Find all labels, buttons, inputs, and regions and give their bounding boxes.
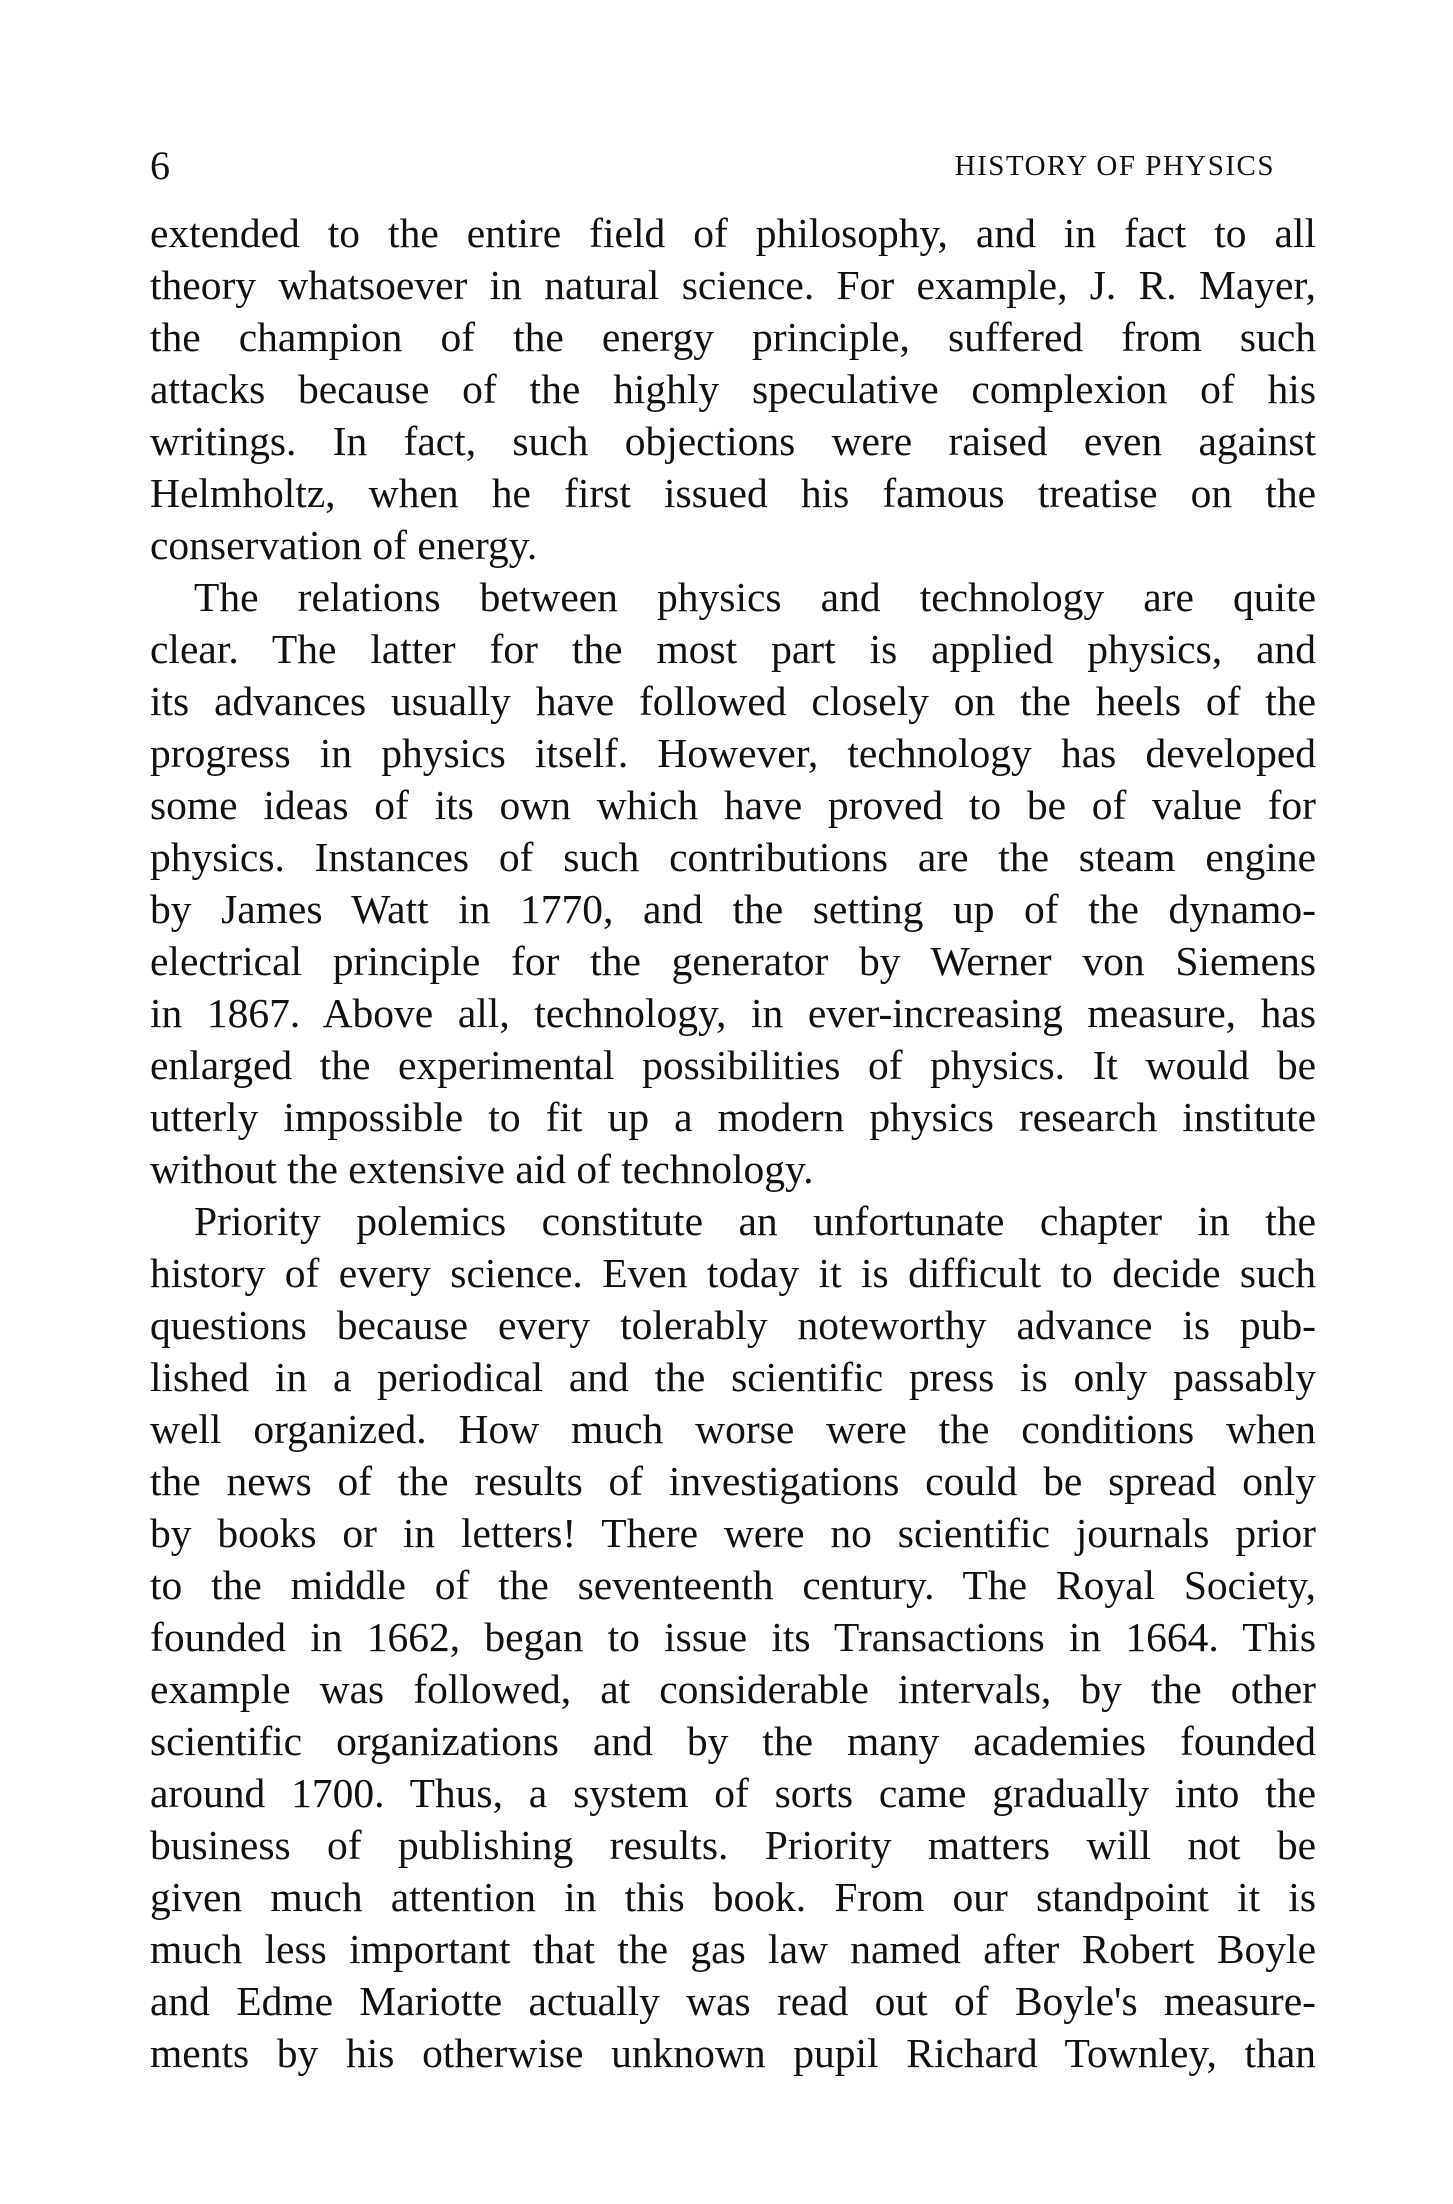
text-line: example was followed, at considerable intervals, by the other xyxy=(150,1666,1316,1712)
text-line: founded in 1662, began to issue its Transactions in 1664. This xyxy=(150,1614,1316,1660)
text-line: around 1700. Thus, a system of sorts came gradually into the xyxy=(150,1770,1316,1816)
text-line: The relations between physics and technology are quite xyxy=(194,574,1316,620)
text-line: Helmholtz, when he first issued his famous treatise on the xyxy=(150,470,1316,516)
text-line: theory whatsoever in natural science. For example, J. R. Mayer, xyxy=(150,262,1316,308)
text-line: its advances usually have followed closely on the heels of the xyxy=(150,678,1316,724)
text-line: clear. The latter for the most part is applied physics, and xyxy=(150,626,1316,672)
text-line: lished in a periodical and the scientific press is only passably xyxy=(150,1354,1316,1400)
text-line: enlarged the experimental possibilities of physics. It would be xyxy=(150,1042,1316,1088)
text-line: some ideas of its own which have proved to be of value for xyxy=(150,782,1316,828)
text-line: Priority polemics constitute an unfortunate chapter in the xyxy=(194,1198,1316,1244)
text-line: and Edme Mariotte actually was read out of Boyle's measure- xyxy=(150,1978,1316,2024)
text-line: by James Watt in 1770, and the setting up of the dynamo- xyxy=(150,886,1316,932)
text-line: without the extensive aid of technology. xyxy=(150,1146,814,1192)
text-line: the news of the results of investigations could be spread only xyxy=(150,1458,1316,1504)
text-line: in 1867. Above all, technology, in ever-increasing measure, has xyxy=(150,990,1316,1036)
running-head: HISTORY OF PHYSICS xyxy=(954,150,1275,182)
text-line: progress in physics itself. However, technology has developed xyxy=(150,730,1316,776)
text-line: electrical principle for the generator by Werner von Siemens xyxy=(150,938,1316,984)
text-line: business of publishing results. Priority matters will not be xyxy=(150,1822,1316,1868)
text-line: scientific organizations and by the many academies founded xyxy=(150,1718,1316,1764)
paragraph-1 xyxy=(150,207,1316,571)
page-number: 6 xyxy=(150,143,170,188)
text-line: questions because every tolerably noteworthy advance is pub- xyxy=(150,1302,1316,1348)
text-line: much less important that the gas law named after Robert Boyle xyxy=(150,1926,1316,1972)
text-line: conservation of energy. xyxy=(150,522,538,568)
text-line: physics. Instances of such contributions are the steam engine xyxy=(150,834,1316,880)
text-line: the champion of the energy principle, suffered from such xyxy=(150,314,1316,360)
text-line: writings. In fact, such objections were raised even against xyxy=(150,418,1316,464)
text-line: history of every science. Even today it is difficult to decide such xyxy=(150,1250,1316,1296)
text-line: well organized. How much worse were the conditions when xyxy=(150,1406,1316,1452)
text-line: extended to the entire field of philosophy, and in fact to all xyxy=(150,210,1316,256)
paragraph-3 xyxy=(150,1195,1316,2079)
paragraph-2 xyxy=(150,571,1316,1195)
text-line: ments by his otherwise unknown pupil Richard Townley, than xyxy=(150,2030,1316,2076)
text-line: utterly impossible to fit up a modern physics research institute xyxy=(150,1094,1316,1140)
text-line: attacks because of the highly speculative complexion of his xyxy=(150,366,1316,412)
body-text xyxy=(150,207,1316,2079)
text-line: by books or in letters! There were no scientific journals prior xyxy=(150,1510,1316,1556)
text-line: given much attention in this book. From our standpoint it is xyxy=(150,1874,1316,1920)
text-line: to the middle of the seventeenth century. The Royal Society, xyxy=(150,1562,1316,1608)
